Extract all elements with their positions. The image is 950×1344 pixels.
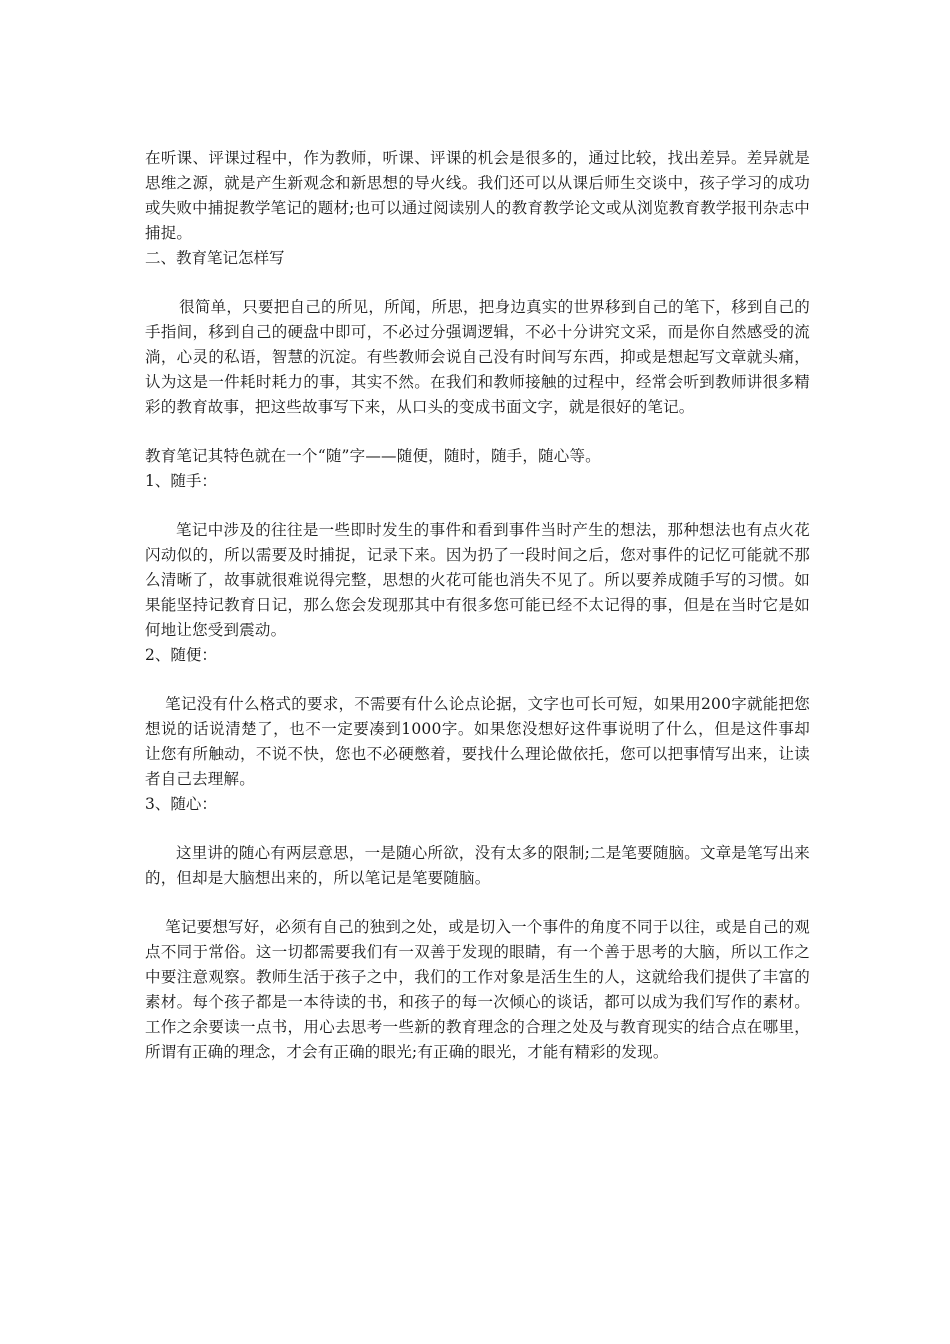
- paragraph-7: 笔记要想写好，必须有自己的独到之处，或是切入一个事件的角度不同于以往，或是自己的观点不同于常俗。这一切都需要我们有一双善于发现的眼睛，有一个善于思考的大脑，所以工作之中要注意观察。教师生活于孩子之中，我们的工作对象是活生生的人，这就给我们提供了丰富的素材。每个孩子都是一本待读的书，和孩子的每一次倾心的谈话，都可以成为我们写作的素材。工作之余要读一点书，用心去思考一些新的教育理念的合理之处及与教育现实的结合点在哪里，所谓有正确的理念，才会有正确的眼光;有正确的眼光，才能有精彩的发现。: [145, 918, 810, 1061]
- document-page: [145, 146, 810, 1065]
- paragraph-4: 笔记中涉及的往往是一些即时发生的事件和看到事件当时产生的想法，那种想法也有点火花闪动似的，所以需要及时捕捉，记录下来。因为扔了一段时间之后，您对事件的记忆可能就不那么清晰了，故事就很难说得完整，思想的火花可能也消失不见了。所以要养成随手写的习惯。如果能坚持记教育日记，那么您会发现那其中有很多您可能已经不太记得的事，但是在当时它是如何地让您受到震动。: [145, 521, 810, 639]
- paragraph-6: 这里讲的随心有两层意思，一是随心所欲，没有太多的限制;二是笔要随脑。文章是笔写出来的，但却是大脑想出来的，所以笔记是笔要随脑。: [145, 844, 810, 887]
- paragraph-5: 笔记没有什么格式的要求，不需要有什么论点论据，文字也可长可短，如果用200字就能把您想说的话说清楚了，也不一定要凑到1000字。如果您没想好这件事说明了什么，但是这件事却让您有所触动，不说不快，您也不必硬憋着，要找什么理论做依托，您可以把事情写出来，让读者自己去理解。: [145, 695, 810, 788]
- subheading-2: 2、随便：: [145, 646, 217, 664]
- paragraph-3: 教育笔记其特色就在一个“随”字——随便，随时，随手，随心等。: [145, 447, 601, 465]
- paragraph-2: 很简单，只要把自己的所见，所闻，所思，把身边真实的世界移到自己的笔下，移到自己的手指间，移到自己的硬盘中即可，不必过分强调逻辑，不必十分讲究文采，而是你自然感受的流淌，心灵的私语，智慧的沉淀。有些教师会说自己没有时间写东西，抑或是想起写文章就头痛，认为这是一件耗时耗力的事，其实不然。在我们和教师接触的过程中，经常会听到教师讲很多精彩的教育故事，把这些故事写下来，从口头的变成书面文字，就是很好的笔记。: [145, 298, 810, 416]
- subheading-1: 1、随手：: [145, 472, 217, 490]
- paragraph-1: 在听课、评课过程中，作为教师，听课、评课的机会是很多的，通过比较，找出差异。差异就是思维之源，就是产生新观念和新思想的导火线。我们还可以从课后师生交谈中，孩子学习的成功或失败中捕捉教学笔记的题材;也可以通过阅读别人的教育教学论文或从浏览教育教学报刊杂志中捕捉。: [145, 149, 810, 242]
- section-heading-2: 二、教育笔记怎样写: [145, 249, 285, 267]
- subheading-3: 3、随心：: [145, 795, 217, 813]
